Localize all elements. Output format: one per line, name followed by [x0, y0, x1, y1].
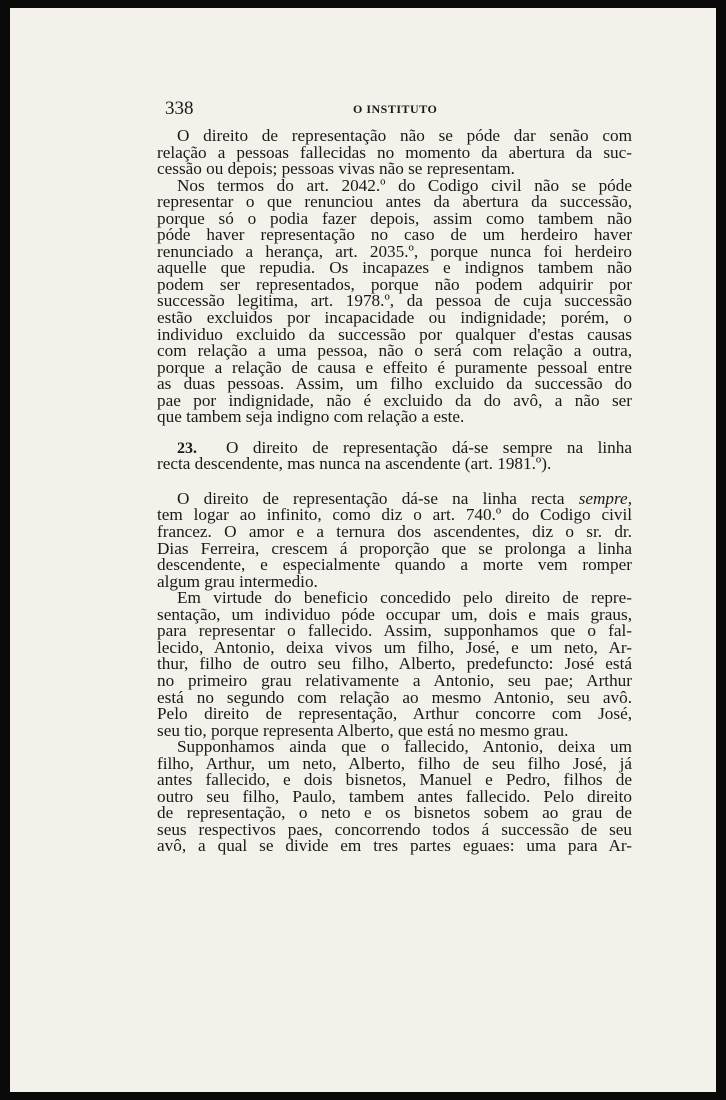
section-number: 23.	[177, 439, 197, 457]
text-line: O direito de representação não se póde dar senão com	[177, 126, 632, 145]
paragraph-3	[157, 488, 632, 591]
text-line: renunciado a herança, art. 2035.º, porque nunca foi herdeiro	[157, 241, 632, 261]
text-line: filho, Arthur, um neto, Alberto, filho de seu filho José, já	[157, 753, 632, 773]
text-line: para representar o fallecido. Assim, supponhamos que o fal-	[157, 621, 632, 641]
paragraph-1	[157, 128, 632, 178]
text-line: seu tio, porque representa Alberto, que está no mesmo grau.	[157, 720, 569, 740]
section-text: O direito de representação dá-se sempre na linha	[226, 437, 633, 457]
text-line: porque a relação de causa e effeito é puramente pessoal entre	[157, 357, 632, 377]
text-line: de representação, o neto e os bisnetos sobem ao grau de	[157, 803, 632, 823]
text-line: Pelo direito de representação, Arthur concorre com José,	[157, 704, 632, 724]
text-line: algum grau intermedio.	[157, 571, 318, 591]
text-line: relação a pessoas fallecidas no momento da abertura da suc-	[157, 142, 632, 162]
text-line: Nos termos do art. 2042.º do Codigo civil não se póde	[177, 175, 632, 195]
text-line: outro seu filho, Paulo, tambem antes fallecido. Pelo direito	[157, 786, 632, 806]
text-line: pae por indignidade, não é excluido da do avô, a não ser	[157, 390, 632, 410]
running-head: O INSTITUTO	[353, 102, 438, 116]
section-heading	[157, 437, 633, 474]
text-line: sentação, um individuo póde occupar um, dois e mais graus,	[157, 604, 632, 624]
text-line: Supponhamos ainda que o fallecido, Antonio, deixa um	[177, 737, 632, 757]
text-line: estão excluidos por incapacidade ou indignidade; porém, o	[157, 308, 632, 328]
text-line: no primeiro grau relativamente a Antonio, seu pae; Arthur	[157, 670, 632, 690]
text-line: representar o que renunciou antes da abertura da successão,	[157, 192, 632, 212]
text-line: aquelle que repudia. Os incapazes e indignos tambem não	[157, 258, 632, 278]
section-line-2: recta descendente, mas nunca na ascendente (art. 1981.º).	[157, 454, 552, 474]
italic-word: sempre,	[578, 488, 632, 508]
text-line: tem logar ao infinito, como diz o art. 740.º do Codigo civil	[157, 505, 632, 525]
text-line: individuo excluido da successão por qualquer d'estas causas	[157, 324, 632, 344]
text-line: póde haver representação no caso de um herdeiro haver	[157, 225, 632, 245]
paragraph-4	[157, 590, 632, 739]
text-line: que tambem seja indigno com relação a este.	[157, 407, 465, 427]
text-line: seus respectivos paes, concorrendo todos á successão de seu	[157, 819, 632, 839]
text-line: francez. O amor e a ternura dos ascendentes, diz o sr. dr.	[157, 522, 632, 542]
text-line: Em virtude do beneficio concedido pelo direito de repre-	[177, 588, 632, 608]
text-line: antes fallecido, e dois bisnetos, Manuel e Pedro, filhos de	[157, 770, 632, 790]
text-line: as duas pessoas. Assim, um filho excluido da successão do	[157, 374, 632, 394]
body-text	[157, 128, 632, 855]
text-segment: O direito de representação dá-se na linha recta	[177, 488, 579, 508]
text-line: lecido, Antonio, deixa vivos um filho, José, e um neto, Ar-	[157, 637, 632, 657]
paragraph-2	[157, 175, 632, 427]
text-line: cessão ou depois; pessoas vivas não se representam.	[157, 159, 515, 179]
text-line: successão legitima, art. 1978.º, da pessoa de cuja successão	[157, 291, 632, 311]
text-line: porque só o podia fazer depois, assim como tambem não	[157, 208, 632, 228]
text-line: avô, a qual se divide em tres partes eguaes: uma para Ar-	[157, 836, 632, 856]
text-line: thur, filho de outro seu filho, Alberto, predefuncto: José está	[157, 654, 632, 674]
paragraph-5	[157, 739, 632, 855]
text-line: com relação a uma pessoa, não o será com relação a outra,	[157, 341, 632, 361]
text-line: está no segundo com relação ao mesmo Antonio, seu avô.	[157, 687, 632, 707]
text-line: podem ser representados, porque não podem adquirir por	[157, 274, 632, 294]
page-number: 338	[165, 98, 194, 119]
text-line: descendente, e especialmente quando a morte vem romper	[157, 555, 632, 575]
page-header	[165, 98, 645, 122]
text-line: Dias Ferreira, crescem á proporção que se prolonga a linha	[157, 538, 632, 558]
